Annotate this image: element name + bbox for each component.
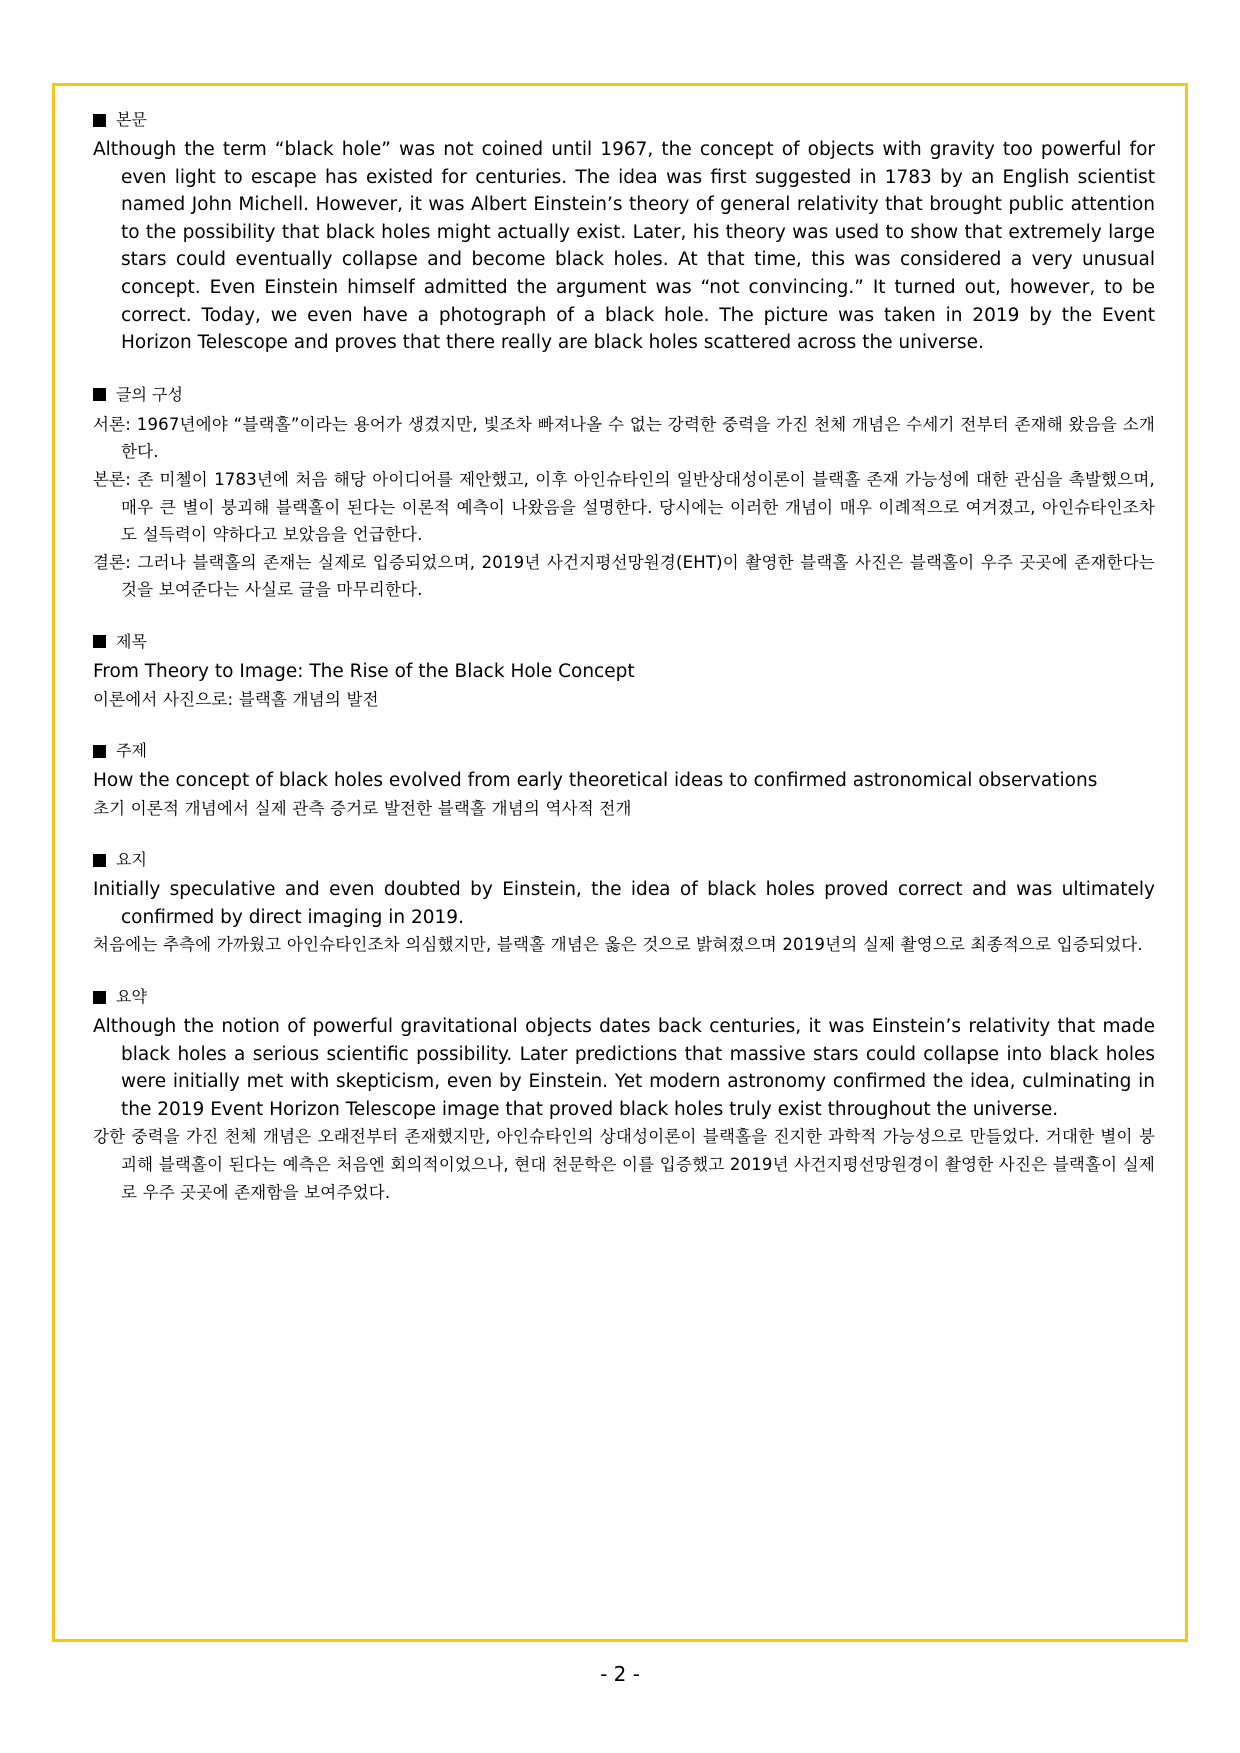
heading-label: 글의 구성 <box>116 384 183 404</box>
heading-label: 주제 <box>116 741 147 761</box>
summary-english: Although the notion of powerful gravitational objects dates back centuries, it was Einstein’s relativity that made black holes a serious scientific possibility. Later predictions that massive stars could collapse into black holes were initially met with skepticism, even by Einstein. Yet modern astronomy confirmed the idea, culminating in the 2019 Event Horizon Telescope image that proved black holes truly exist throughout the universe. <box>93 1016 1155 1120</box>
body-paragraph: Although the term “black hole” was not coined until 1967, the concept of objects with gravity too powerful for even light to escape has existed for centuries. The idea was first suggested in 1783 by an English scientist named John Michell. However, it was Albert Einstein’s theory of general relativity that brought public attention to the possibility that black holes might actually exist. Later, his theory was used to show that extremely large stars could eventually collapse and become black holes. At that time, this was considered a very unusual concept. Even Einstein himself admitted the argument was “not convincing.” It turned out, however, to be correct. Today, we even have a photograph of a black hole. The picture was taken in 2019 by the Event Horizon Telescope and proves that there really are black holes scattered across the universe. <box>93 139 1155 354</box>
square-bullet-icon <box>93 854 106 867</box>
title-korean: 이론에서 사진으로: 블랙홀 개념의 발전 <box>93 689 379 709</box>
structure-conclusion: 결론: 그러나 블랙홀의 존재는 실제로 입증되었으며, 2019년 사건지평선망원경(EHT)이 촬영한 블랙홀 사진은 블랙홀이 우주 곳곳에 존재한다는 것을 보여준다는 사실로 글을 마무리한다. <box>93 552 1155 600</box>
structure-main-body: 본론: 존 미첼이 1783년에 처음 해당 아이디어를 제안했고, 이후 아인슈타인의 일반상대성이론이 블랙홀 존재 가능성에 대한 관심을 촉발했으며, 매우 큰 별이 붕괴해 블랙홀이 된다는 이론적 예측이 나왔음을 설명한다. 당시에는 이러한 개념이 매우 이례적으로 여겨졌고, 아인슈타인조차도 설득력이 약하다고 보았음을 언급한다. <box>93 469 1155 545</box>
square-bullet-icon <box>93 635 106 648</box>
gist-korean: 처음에는 추측에 가까웠고 아인슈타인조차 의심했지만, 블랙홀 개념은 옳은 것으로 밝혀졌으며 2019년의 실제 촬영으로 최종적으로 입증되었다. <box>93 935 1143 955</box>
heading-label: 요약 <box>116 987 147 1007</box>
section-heading <box>93 108 1155 132</box>
heading-label: 제목 <box>116 631 147 651</box>
topic-korean: 초기 이론적 개념에서 실제 관측 증거로 발전한 블랙홀 개념의 역사적 전개 <box>93 798 632 818</box>
structure-introduction: 서론: 1967년에야 “블랙홀”이라는 용어가 생겼지만, 빛조차 빠져나올 수 없는 강력한 중력을 가진 천체 개념은 수세기 전부터 존재해 왔음을 소개한다. <box>93 414 1155 462</box>
page-number: - 2 - <box>600 1662 640 1686</box>
section-topic <box>93 739 1155 822</box>
summary-korean: 강한 중력을 가진 천체 개념은 오래전부터 존재했지만, 아인슈타인의 상대성이론이 블랙홀을 진지한 과학적 가능성으로 만들었다. 거대한 별이 붕괴해 블랙홀이 된다는 예측은 처음엔 회의적이었으나, 현대 천문학은 이를 입증했고 2019년 사건지평선망원경이 촬영한 사진은 블랙홀이 실제로 우주 곳곳에 존재함을 보여주었다. <box>93 1127 1155 1202</box>
heading-label: 요지 <box>116 850 147 870</box>
section-heading <box>93 739 1155 763</box>
square-bullet-icon <box>93 745 106 758</box>
section-heading <box>93 383 1155 407</box>
square-bullet-icon <box>93 114 106 127</box>
section-heading <box>93 985 1155 1009</box>
section-structure <box>93 383 1155 604</box>
section-gist <box>93 848 1155 959</box>
section-heading <box>93 848 1155 872</box>
gist-english: Initially speculative and even doubted by Einstein, the idea of black holes proved correct and was ultimately confirmed by direct imaging in 2019. <box>93 879 1155 928</box>
section-summary <box>93 985 1155 1206</box>
title-english: From Theory to Image: The Rise of the Black Hole Concept <box>93 660 635 682</box>
content-frame <box>52 83 1188 1642</box>
square-bullet-icon <box>93 388 106 401</box>
section-body <box>93 108 1155 357</box>
section-title <box>93 630 1155 713</box>
square-bullet-icon <box>93 991 106 1004</box>
heading-label: 본문 <box>116 110 147 129</box>
topic-english: How the concept of black holes evolved from early theoretical ideas to confirmed astronomical observations <box>93 770 1098 792</box>
section-heading <box>93 630 1155 654</box>
